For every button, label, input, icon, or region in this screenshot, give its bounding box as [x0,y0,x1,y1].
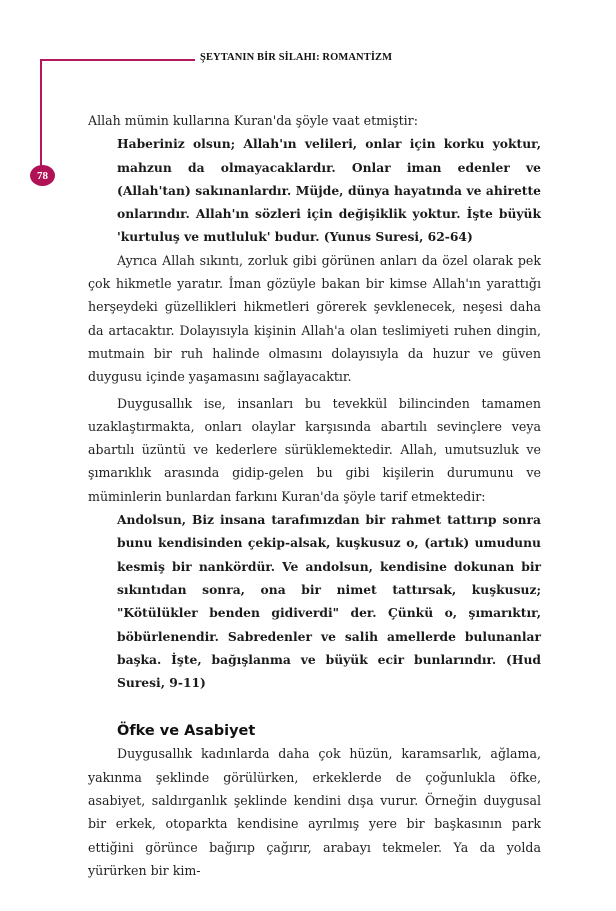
page-number-badge: 78 [30,165,55,186]
paragraph-1: Ayrıca Allah sıkıntı, zorluk gibi görünen anları da özel olarak pek çok hikmetle yaratır. İman gözüyle bakan bir kimse Allah'ın yarattığı herşeydeki güzellikleri hikmetleri görerek şevklenecek, neşesi daha da artacaktır. Dolayısıyla kişinin Allah'a olan teslimiyeti ruhen dingin, mutmain bir ruh halinde olmasını dolayısıyla da huzur ve güven duygusu içinde yaşamasını sağlayacaktır. [88,252,541,385]
margin-rule-vertical [40,59,42,167]
body-text [88,109,541,882]
intro-paragraph: Allah mümin kullarına Kuran'da şöyle vaat etmiştir: [88,113,418,128]
quote-hud: Andolsun, Biz insana tarafımızdan bir rahmet tattırıp sonra bunu kendisinden çekip-alsak, kuşkusuz o, (artık) umudunu kesmiş bir nankördür. Ve andolsun, kendisine dokunan bir sıkıntıdan sonra, ona bir nimet tattırsak, kuşkusuz; "Kötülükler benden gidiverdi" der. Çünkü o, şımarıktır, böbürlenendir. Sabredenler ve salih amellerde bulunanlar başka. İşte, bağışlanma ve büyük ecir bunlarındır. (Hud Suresi, 9-11) [117,512,541,691]
header-rule-horizontal [40,59,195,61]
section-heading: Öfke ve Asabiyet [117,723,256,740]
paragraph-2: Duygusallık ise, insanları bu tevekkül bilincinden tamamen uzaklaştırmakta, onları olaylar karşısında abartılı sevinçlere veya abartılı üzüntü ve kederlere sürüklemektedir. Allah, umutsuzluk ve şımarıklık arasında gidip-gelen bu gibi kişilerin durumunu ve müminlerin bunlardan farkını Kuran'da şöyle tarif etmektedir: [88,395,541,504]
quote-yunus: Haberiniz olsun; Allah'ın velileri, onlar için korku yoktur, mahzun da olmayacaklardır. Onlar iman edenler ve (Allah'tan) sakınanlardır. Müjde, dünya hayatında ve ahirette onlarındır. Allah'ın sözleri için değişiklik yoktur. İşte büyük 'kurtuluş ve mutluluk' budur. (Yunus Suresi, 62-64) [117,136,541,245]
paragraph-3: Duygusallık kadınlarda daha çok hüzün, karamsarlık, ağlama, yakınma şeklinde görülürken, erkeklerde de çoğunlukla öfke, asabiyet, saldırganlık şeklinde kendini dışa vurur. Örneğin duygusal bir erkek, otoparkta kendisine ayrılmış yere bir başkasının park ettiğini görünce bağırıp çağırır, arabayı tekmeler. Ya da yolda yürürken bir kim- [88,746,541,878]
running-title: ŞEYTANIN BİR SİLAHI: ROMANTİZM [200,52,393,63]
